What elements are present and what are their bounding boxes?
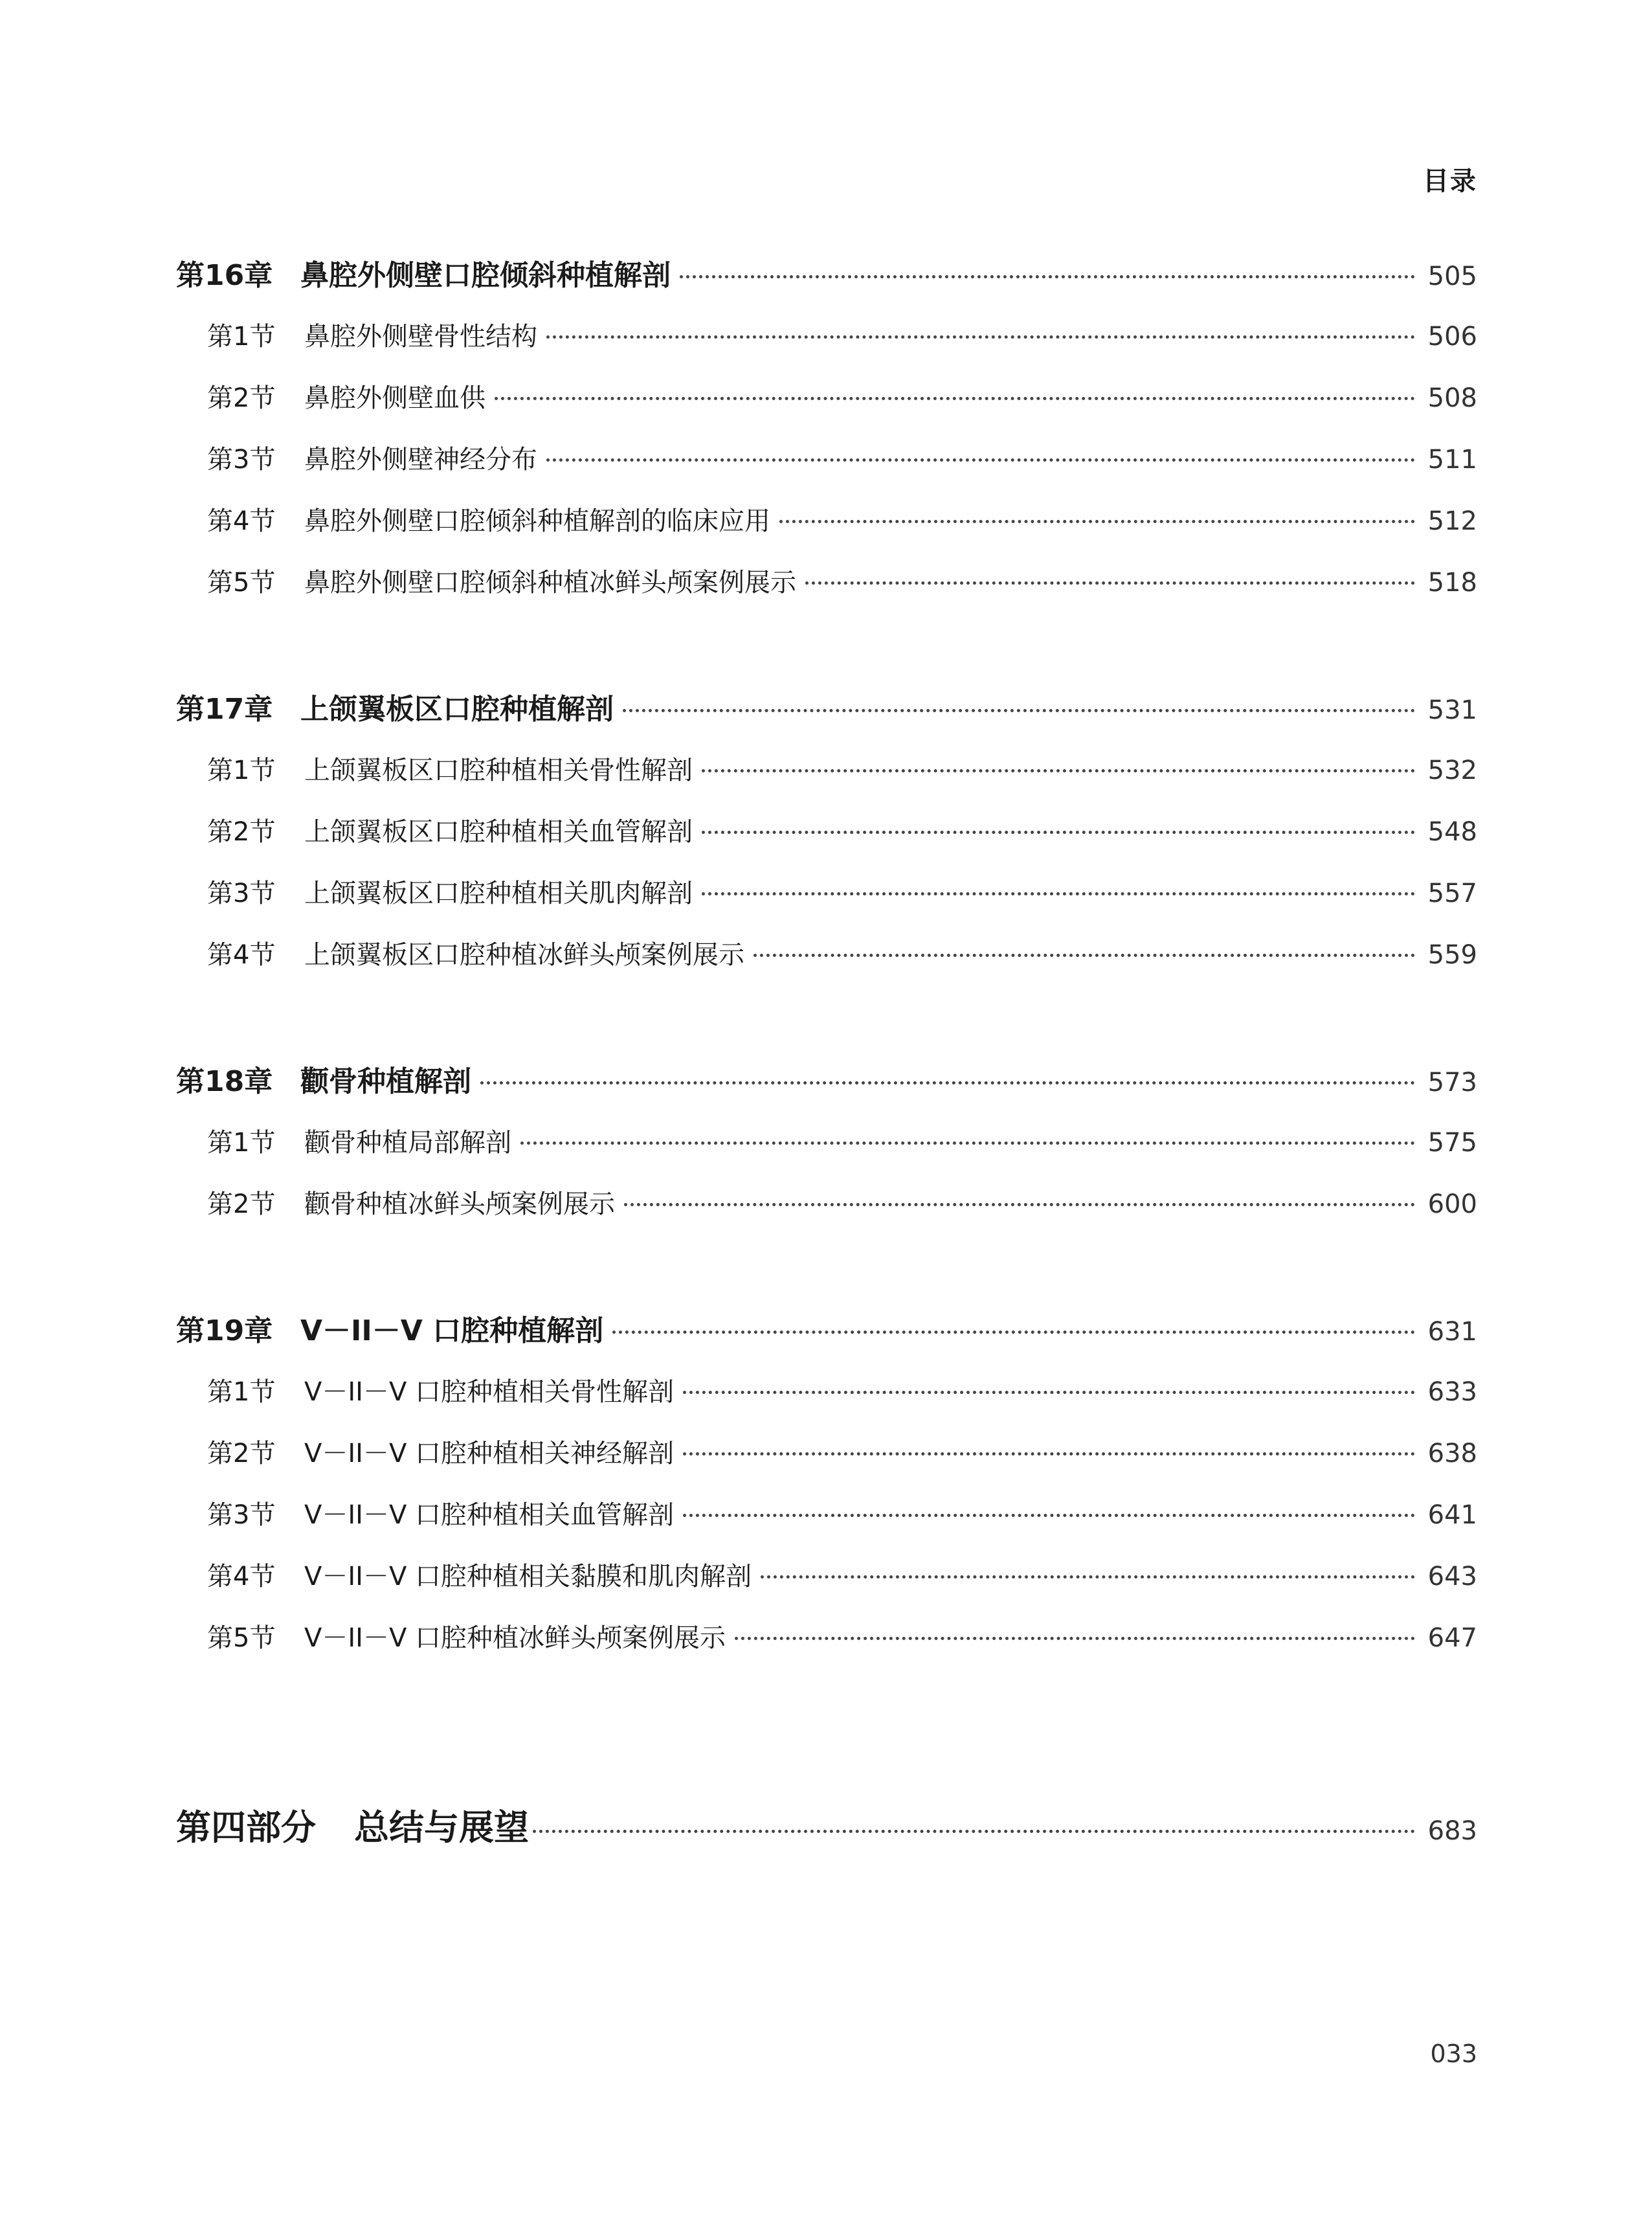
dot-leader [624,1203,1415,1206]
section-number: 第2节 [207,1189,276,1219]
dot-leader [683,1514,1415,1517]
toc-chapter-18[interactable] [176,1051,1477,1112]
page-number: 638 [1427,1439,1477,1468]
chapter-number: 第17章 [176,693,273,726]
section-title: 鼻腔外侧壁骨性结构 [304,322,537,352]
section-number: 第3节 [207,445,276,475]
dot-leader [546,458,1415,462]
toc-section[interactable] [176,306,1477,368]
toc-chapter-19[interactable] [176,1300,1477,1362]
page-number: 575 [1427,1128,1477,1158]
section-title: 鼻腔外侧壁口腔倾斜种植冰鲜头颅案例展示 [304,568,796,598]
page-number: 532 [1427,756,1477,785]
section-title: 上颌翼板区口腔种植相关血管解剖 [304,817,693,847]
section-number: 第1节 [207,756,276,785]
chapter-title: 鼻腔外侧壁口腔倾斜种植解剖 [300,259,671,292]
page-number: 683 [1427,1816,1477,1846]
section-title: 鼻腔外侧壁神经分布 [304,445,537,475]
running-head: 目录 [1423,166,1477,196]
toc-section[interactable] [176,429,1477,491]
chapter-spacer [176,986,1477,1051]
dot-leader [761,1575,1415,1579]
section-number: 第5节 [207,1623,276,1653]
dot-leader [683,1391,1415,1394]
toc-section[interactable] [176,1112,1477,1174]
toc-section[interactable] [176,925,1477,986]
chapter-title: V－II－V 口腔种植解剖 [300,1314,604,1347]
page-number: 631 [1427,1317,1477,1347]
folio-page-number: 033 [1430,2040,1477,2068]
dot-leader [735,1637,1415,1640]
dot-leader [520,1141,1415,1145]
page-number: 557 [1427,879,1477,908]
section-title: 上颌翼板区口腔种植冰鲜头颅案例展示 [304,940,744,970]
dot-leader [683,1452,1415,1456]
table-of-contents [176,245,1477,1863]
toc-chapter-17[interactable] [176,679,1477,740]
toc-section[interactable] [176,368,1477,429]
section-number: 第2节 [207,1439,276,1468]
dot-leader [495,397,1415,400]
section-title: 鼻腔外侧壁血供 [304,383,486,413]
toc-section[interactable] [176,1423,1477,1485]
toc-section[interactable] [176,1485,1477,1546]
section-title: 颧骨种植冰鲜头颅案例展示 [304,1189,615,1219]
page-number: 518 [1427,568,1477,598]
section-title: V－II－V 口腔种植相关血管解剖 [304,1500,675,1530]
toc-section[interactable] [176,1362,1477,1423]
section-number: 第4节 [207,940,276,970]
section-title: V－II－V 口腔种植冰鲜头颅案例展示 [304,1623,726,1653]
section-title: V－II－V 口腔种植相关黏膜和肌肉解剖 [304,1562,752,1591]
toc-section[interactable] [176,552,1477,614]
chapter-number: 第16章 [176,259,273,292]
page-number: 508 [1427,383,1477,413]
page-number: 511 [1427,445,1477,475]
part-number: 第四部分 [176,1807,316,1848]
dot-leader [702,892,1415,895]
chapter-title: 颧骨种植解剖 [300,1065,471,1098]
toc-section[interactable] [176,1608,1477,1669]
page-number: 506 [1427,322,1477,352]
toc-chapter-16[interactable] [176,245,1477,306]
toc-section[interactable] [176,491,1477,552]
section-number: 第2节 [207,817,276,847]
section-title: 颧骨种植局部解剖 [304,1128,511,1158]
toc-section[interactable] [176,1174,1477,1235]
page-number: 647 [1427,1623,1477,1653]
chapter-number: 第18章 [176,1065,273,1098]
dot-leader [680,275,1415,278]
dot-leader [612,1331,1414,1334]
chapter-number: 第19章 [176,1314,273,1347]
toc-section[interactable] [176,740,1477,802]
part-spacer [176,1669,1477,1792]
toc-section[interactable] [176,863,1477,925]
section-number: 第2节 [207,383,276,413]
page-number: 600 [1427,1189,1477,1219]
page-number: 548 [1427,817,1477,847]
dot-leader [623,709,1415,712]
chapter-spacer [176,614,1477,679]
page-number: 505 [1427,262,1477,291]
page-number: 641 [1427,1500,1477,1530]
section-number: 第5节 [207,568,276,598]
section-number: 第3节 [207,879,276,908]
dot-leader [805,581,1415,585]
section-title: V－II－V 口腔种植相关骨性解剖 [304,1377,675,1407]
part-title: 总结与展望 [354,1807,529,1848]
page-number: 643 [1427,1562,1477,1591]
section-title: 上颌翼板区口腔种植相关骨性解剖 [304,756,693,785]
section-title: V－II－V 口腔种植相关神经解剖 [304,1439,675,1468]
section-number: 第4节 [207,1562,276,1591]
page-number: 531 [1427,695,1477,725]
dot-leader [779,520,1415,523]
section-number: 第1节 [207,1377,276,1407]
page-number: 512 [1427,506,1477,536]
section-number: 第3节 [207,1500,276,1530]
dot-leader [702,769,1415,772]
toc-part-4[interactable] [176,1792,1477,1863]
page-number: 573 [1427,1068,1477,1097]
section-title: 鼻腔外侧壁口腔倾斜种植解剖的临床应用 [304,506,770,536]
chapter-title: 上颌翼板区口腔种植解剖 [300,693,614,726]
dot-leader [546,335,1415,339]
dot-leader [702,831,1415,834]
dot-leader [753,954,1415,957]
toc-section[interactable] [176,802,1477,863]
dot-leader [480,1081,1415,1085]
section-number: 第1节 [207,1128,276,1158]
chapter-spacer [176,1235,1477,1300]
section-number: 第4节 [207,506,276,536]
section-title: 上颌翼板区口腔种植相关肌肉解剖 [304,879,693,908]
dot-leader [533,1830,1415,1833]
toc-section[interactable] [176,1546,1477,1608]
section-number: 第1节 [207,322,276,352]
page-number: 559 [1427,940,1477,970]
page-number: 633 [1427,1377,1477,1407]
